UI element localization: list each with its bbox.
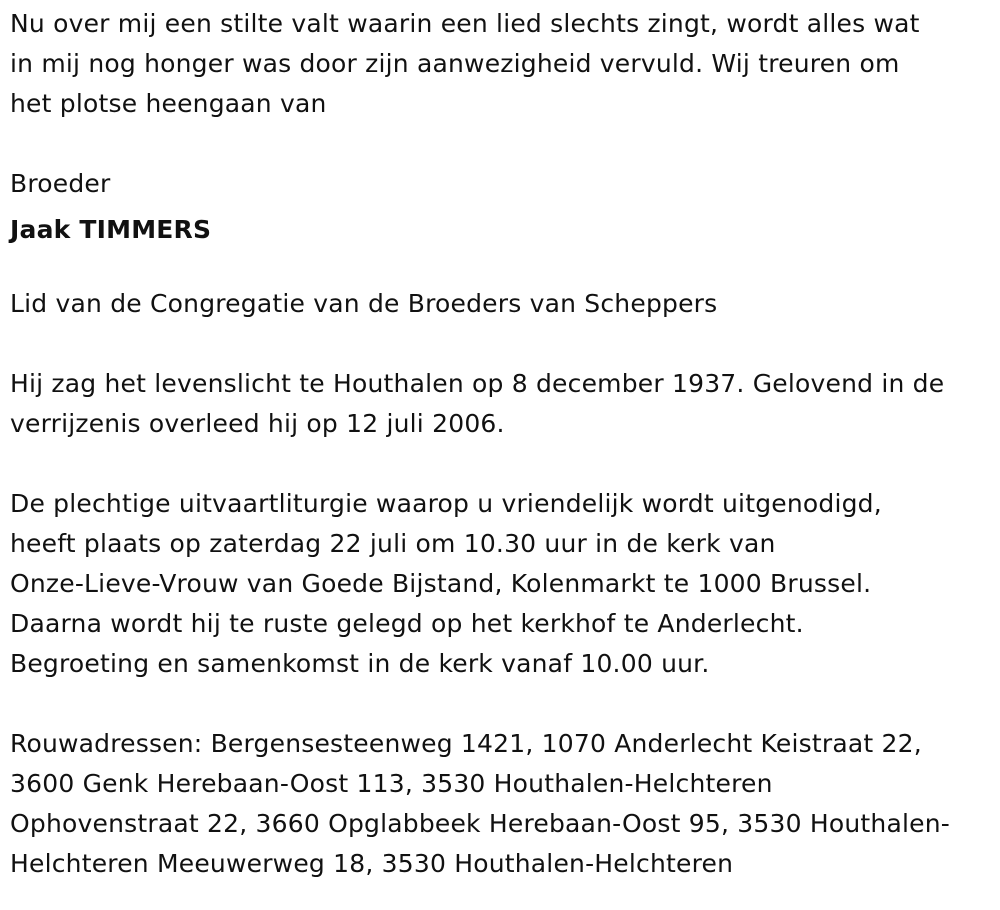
address-line: Helchteren Meeuwerweg 18, 3530 Houthalen-Helchteren	[10, 849, 734, 878]
person-title: Broeder	[10, 169, 111, 198]
funeral-line: Daarna wordt hij te ruste gelegd op het kerkhof te Anderlecht.	[10, 609, 804, 638]
spacer	[10, 444, 995, 484]
funeral-line: heeft plaats op zaterdag 22 juli om 10.30 uur in de kerk van	[10, 529, 776, 558]
membership-line	[10, 284, 995, 324]
funeral-paragraph	[10, 484, 995, 684]
life-paragraph	[10, 364, 995, 444]
spacer	[10, 124, 995, 164]
intro-paragraph	[10, 4, 995, 124]
spacer	[10, 684, 995, 724]
spacer	[10, 324, 995, 364]
life-line: Hij zag het levenslicht te Houthalen op 8 december 1937. Gelovend in de	[10, 369, 945, 398]
address-line: Rouwadressen: Bergensesteenweg 1421, 1070 Anderlecht Keistraat 22,	[10, 729, 922, 758]
funeral-line: Begroeting en samenkomst in de kerk vanaf 10.00 uur.	[10, 649, 710, 678]
intro-line: het plotse heengaan van	[10, 89, 327, 118]
membership-text: Lid van de Congregatie van de Broeders van Scheppers	[10, 289, 718, 318]
life-line: verrijzenis overleed hij op 12 juli 2006.	[10, 409, 505, 438]
obituary-notice	[10, 4, 995, 884]
spacer	[10, 250, 995, 284]
funeral-line: De plechtige uitvaartliturgie waarop u vriendelijk wordt uitgenodigd,	[10, 489, 882, 518]
person-name: Jaak TIMMERS	[10, 215, 212, 244]
funeral-line: Onze-Lieve-Vrouw van Goede Bijstand, Kolenmarkt te 1000 Brussel.	[10, 569, 872, 598]
address-line: Ophovenstraat 22, 3660 Opglabbeek Herebaan-Oost 95, 3530 Houthalen-	[10, 809, 950, 838]
intro-line: Nu over mij een stilte valt waarin een lied slechts zingt, wordt alles wat	[10, 9, 920, 38]
intro-line: in mij nog honger was door zijn aanwezigheid vervuld. Wij treuren om	[10, 49, 900, 78]
addresses-paragraph	[10, 724, 995, 884]
address-line: 3600 Genk Herebaan-Oost 113, 3530 Houthalen-Helchteren	[10, 769, 773, 798]
person-block	[10, 164, 995, 250]
